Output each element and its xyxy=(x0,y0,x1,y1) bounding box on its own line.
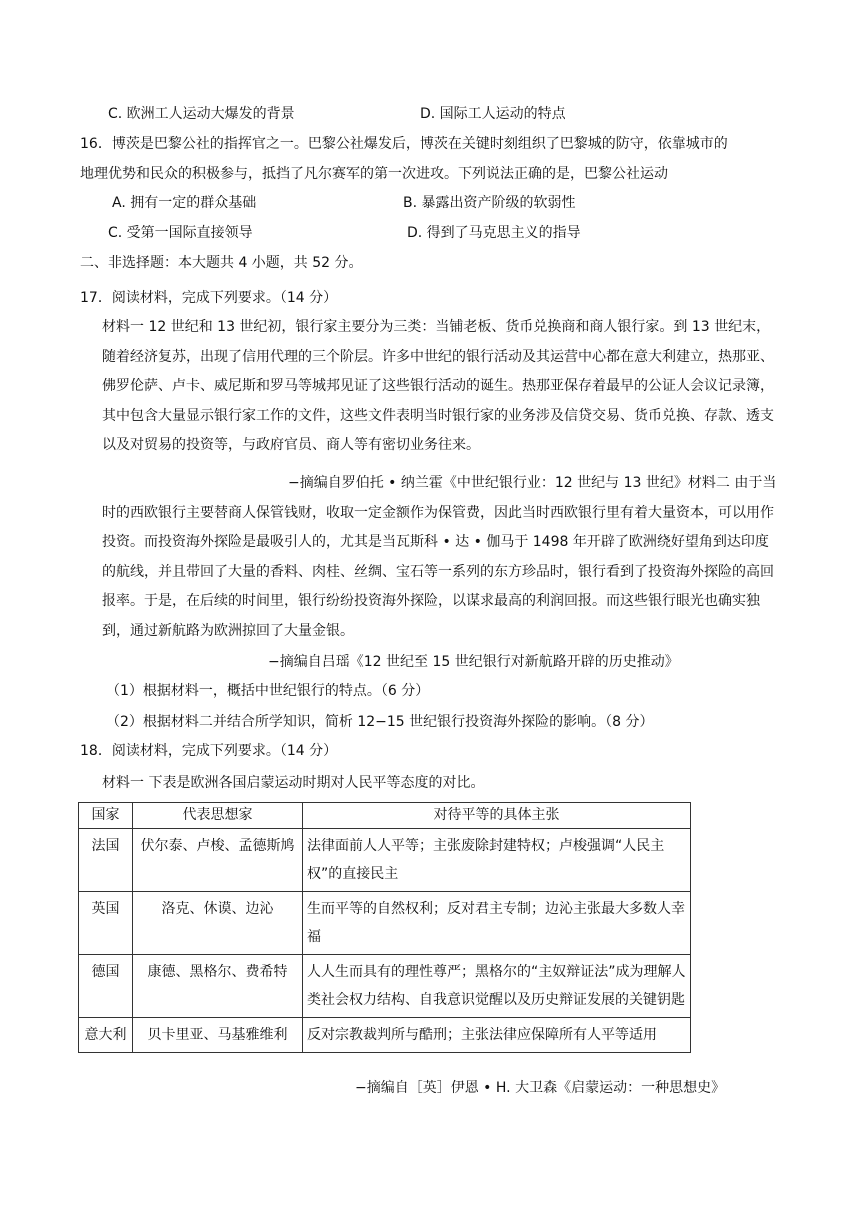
q15-option-c: C. 欧洲工人运动大爆发的背景 xyxy=(108,106,295,122)
table-row xyxy=(79,829,691,892)
table-cell-country: 英国 xyxy=(79,892,133,955)
table-cell-claims: 生而平等的自然权利；反对君主专制；边沁主张最大多数人幸福 xyxy=(303,892,691,955)
table-cell-thinkers: 洛克、休谟、边沁 xyxy=(133,892,303,955)
section2-heading: 二、非选择题：本大题共 4 小题，共 52 分。 xyxy=(80,255,363,271)
table-header-row xyxy=(79,803,691,829)
q17-source1-material2: −摘编自罗伯托 • 纳兰霍《中世纪银行业：12 世纪与 13 世纪》材料二 由于当时的西欧银行主要替商人保管钱财，收取一定金额作为保管费，因此当时西欧银行里有着大量资本，可以用作投资。而投资海外探险是最吸引人的，尤其是当瓦斯科 • 达 • 伽马于 1498 年开辟了欧洲绕好望角到达印度的航线，并且带回了大量的香料、肉桂、丝绸、宝石等一系列的东方珍品时，银行看到了投资海外探险的高回报率。于是，在后续的时间里，银行纷纷投资海外探险，以谋求最高的利润回报。而这些银行眼光也确实独到，通过新航路为欧洲掠回了大量金银。 xyxy=(102,475,777,639)
table-cell-country: 德国 xyxy=(79,955,133,1018)
table-header-country: 国家 xyxy=(79,803,133,829)
q17-question2: （2）根据材料二并结合所学知识，简析 12−15 世纪银行投资海外探险的影响。（8 分） xyxy=(106,714,654,730)
equality-comparison-table xyxy=(78,802,691,1053)
table-cell-country: 法国 xyxy=(79,829,133,892)
table-cell-thinkers: 伏尔泰、卢梭、孟德斯鸠 xyxy=(133,829,303,892)
q18-material1-intro: 材料一 下表是欧洲各国启蒙运动时期对人民平等态度的对比。 xyxy=(102,775,485,791)
table-header-claims: 对待平等的具体主张 xyxy=(303,803,691,829)
q16-stem-line1: 16．博茨是巴黎公社的指挥官之一。巴黎公社爆发后，博茨在关键时刻组织了巴黎城的防守，依靠城市的 xyxy=(80,136,728,152)
q16-option-a: A. 拥有一定的群众基础 xyxy=(112,195,257,211)
q18-source1: −摘编自［英］伊恩 • H. 大卫森《启蒙运动：一种思想史》 xyxy=(355,1080,726,1096)
q16-option-b: B. 暴露出资产阶级的软弱性 xyxy=(403,195,576,211)
table-cell-thinkers: 贝卡里亚、马基雅维利 xyxy=(133,1018,303,1053)
table-cell-claims: 法律面前人人平等；主张废除封建特权；卢梭强调“人民主权”的直接民主 xyxy=(303,829,691,892)
q17-material1: 材料一 12 世纪和 13 世纪初，银行家主要分为三类：当铺老板、货币兑换商和商人银行家。到 13 世纪末，随着经济复苏，出现了信用代理的三个阶层。许多中世纪的银行活动及其运营中心都在意大利建立，热那亚、佛罗伦萨、卢卡、威尼斯和罗马等城邦见证了这些银行活动的诞生。热那亚保存着最早的公证人会议记录簿，其中包含大量显示银行家工作的文件，这些文件表明当时银行家的业务涉及信贷交易、货币兑换、存款、透支以及对贸易的投资等，与政府官员、商人等有密切业务往来。 xyxy=(102,319,774,453)
q16-stem-line2: 地理优势和民众的积极参与，抵挡了凡尔赛军的第一次进攻。下列说法正确的是，巴黎公社运动 xyxy=(80,166,668,182)
q18-title: 18．阅读材料，完成下列要求。（14 分） xyxy=(80,743,338,759)
q17-question1: （1）根据材料一，概括中世纪银行的特点。（6 分） xyxy=(106,683,430,699)
q17-title: 17．阅读材料，完成下列要求。（14 分） xyxy=(80,290,338,306)
table-cell-claims: 反对宗教裁判所与酷刑；主张法律应保障所有人平等适用 xyxy=(303,1018,691,1053)
q17-source2: −摘编自吕瑶《12 世纪至 15 世纪银行对新航路开辟的历史推动》 xyxy=(268,654,679,670)
table-header-thinkers: 代表思想家 xyxy=(133,803,303,829)
q16-option-d: D. 得到了马克思主义的指导 xyxy=(407,225,581,241)
table-cell-country: 意大利 xyxy=(79,1018,133,1053)
table-row xyxy=(79,1018,691,1053)
q15-option-d: D. 国际工人运动的特点 xyxy=(420,106,566,122)
table-cell-claims: 人人生而具有的理性尊严；黑格尔的“主奴辩证法”成为理解人类社会权力结构、自我意识觉醒以及历史辩证发展的关键钥匙 xyxy=(303,955,691,1018)
table-row xyxy=(79,892,691,955)
table-row xyxy=(79,955,691,1018)
q16-option-c: C. 受第一国际直接领导 xyxy=(108,225,253,241)
table-cell-thinkers: 康德、黑格尔、费希特 xyxy=(133,955,303,1018)
